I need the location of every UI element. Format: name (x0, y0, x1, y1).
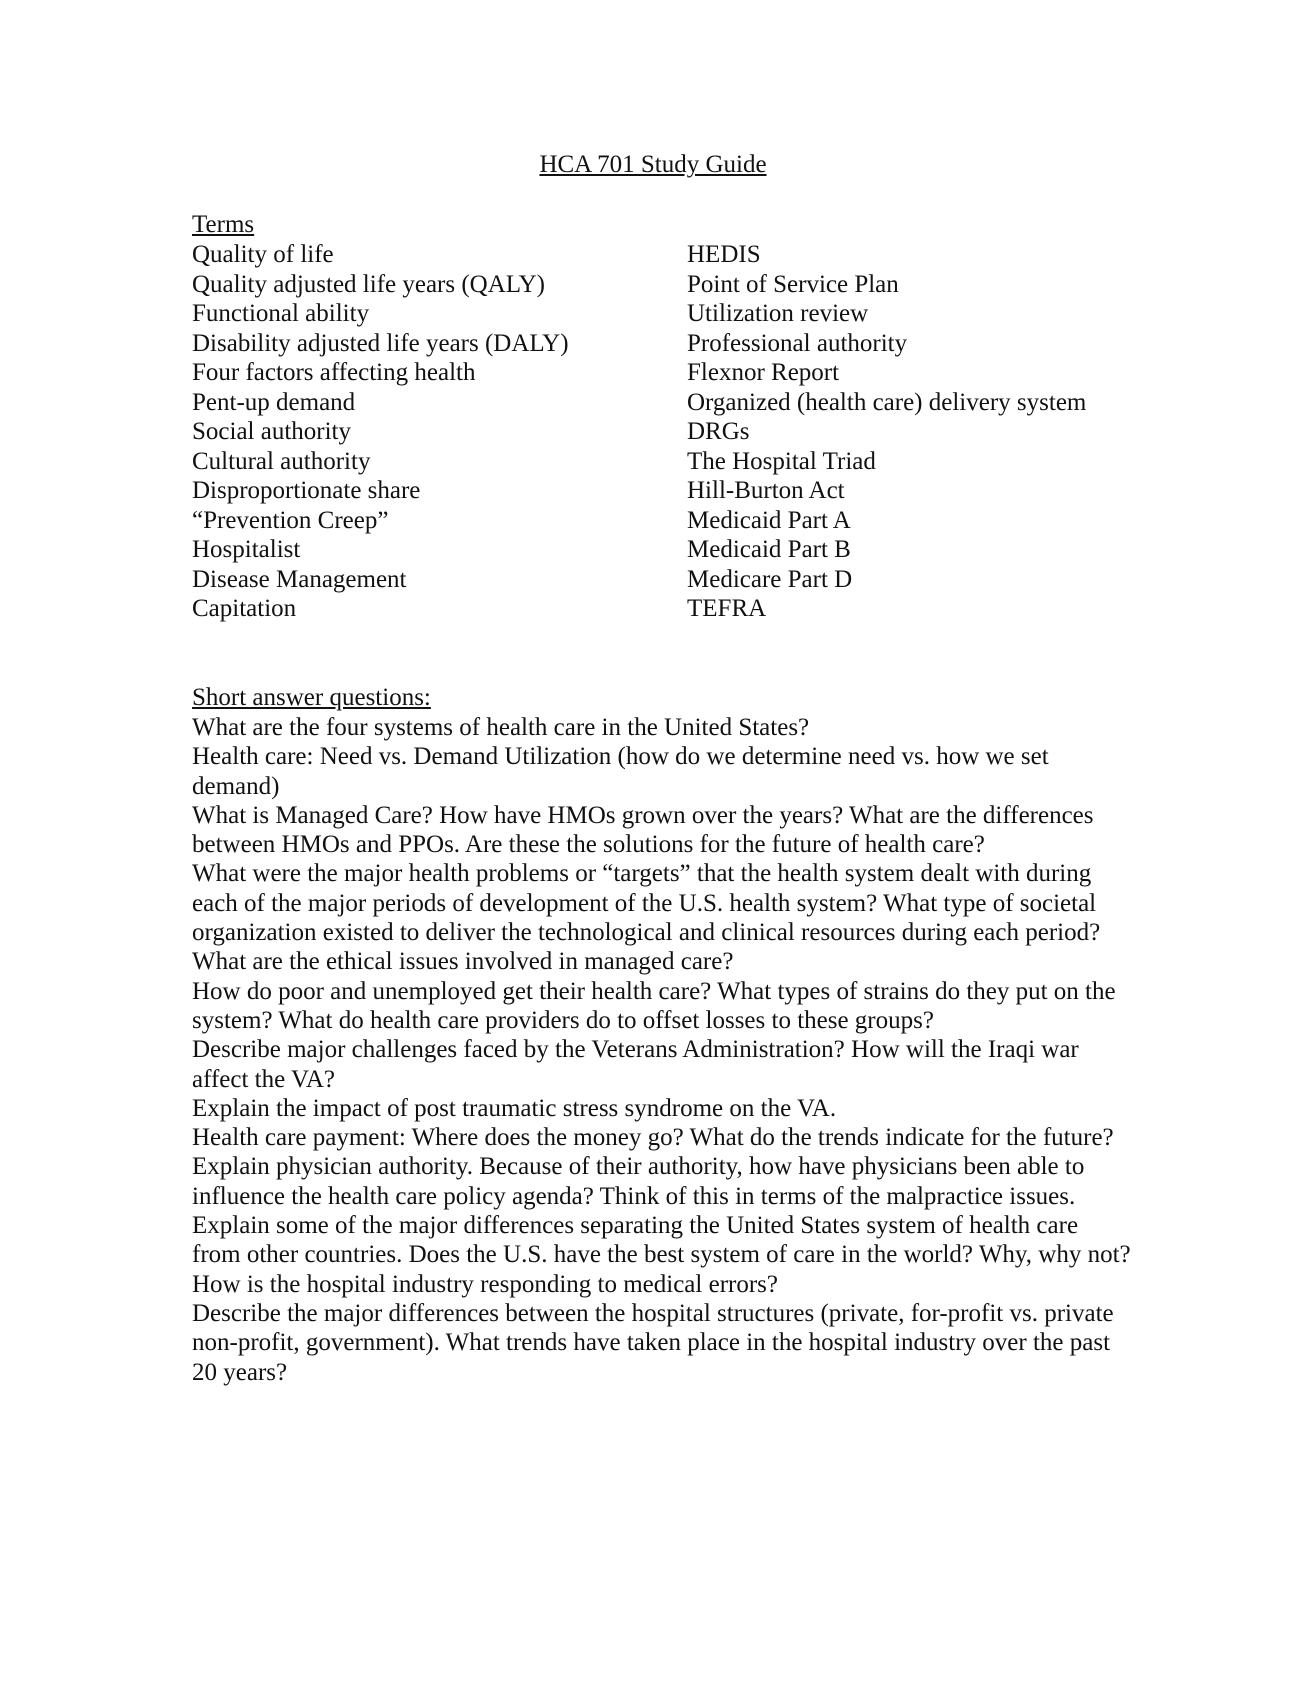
term-item: DRGs (687, 418, 750, 445)
term-item: Capitation (192, 595, 297, 622)
question-item: How is the hospital industry responding to medical errors? (192, 1270, 778, 1298)
question-item: Explain physician authority. Because of their authority, how have physicians been able to influence the health care policy agenda? Think of this in terms of the malpractice issues. (192, 1153, 1085, 1210)
question-item: Health care payment: Where does the money go? What do the trends indicate for the future? (192, 1124, 1114, 1152)
term-item: Flexnor Report (687, 359, 840, 386)
term-item: Disability adjusted life years (DALY) (192, 329, 569, 357)
term-item: TEFRA (687, 595, 767, 622)
question-item: Describe major challenges faced by the Veterans Administration? How will the Iraqi war affect the VA? (192, 1036, 1079, 1093)
term-item: HEDIS (687, 241, 761, 268)
term-item: Disease Management (192, 565, 407, 593)
term-item: Utilization review (687, 300, 869, 327)
terms-grid (192, 240, 1152, 624)
terms-heading: Terms (192, 211, 255, 238)
question-item: What are the ethical issues involved in managed care? (192, 948, 734, 976)
term-item: Professional authority (687, 329, 908, 357)
term-item: “Prevention Creep” (192, 506, 389, 534)
term-item: Hill-Burton Act (687, 477, 845, 504)
term-item: Cultural authority (192, 447, 371, 475)
term-item: Social authority (192, 418, 351, 445)
term-item: Four factors affecting health (192, 359, 476, 386)
question-item: What is Managed Care? How have HMOs grown over the years? What are the differences between HMOs and PPOs. Are these the solutions for the future of health care? (192, 801, 1094, 859)
term-item: Disproportionate share (192, 477, 421, 504)
term-item: Point of Service Plan (687, 270, 899, 298)
term-item: Medicaid Part B (687, 536, 851, 563)
term-item: Hospitalist (192, 536, 301, 563)
term-item: Organized (health care) delivery system (687, 388, 1087, 416)
short-answer-section (192, 683, 1132, 1387)
question-item: Describe the major differences between the hospital structures (private, for-profit vs. private non-profit, government). What trends have taken place in the hospital industry over the past 20 years? (192, 1299, 1114, 1386)
term-item: Medicare Part D (687, 565, 853, 593)
term-item: Quality of life (192, 241, 334, 268)
page-title: HCA 701 Study Guide (539, 151, 767, 178)
term-item: The Hospital Triad (687, 447, 876, 475)
term-item: Functional ability (192, 300, 370, 327)
question-list (192, 713, 1132, 1387)
question-item: What were the major health problems or “targets” that the health system dealt with during each of the major periods of development of the U.S. health system? What type of societal organization existed to deliver the technological and clinical resources during each period? (192, 860, 1101, 947)
question-item: Explain some of the major differences separating the United States system of health care from other countries. Does the U.S. have the best system of care in the world? Why, why not? (192, 1212, 1131, 1269)
term-item: Pent-up demand (192, 388, 356, 416)
question-item: Health care: Need vs. Demand Utilization (how do we determine need vs. how we set demand) (192, 743, 1049, 800)
question-item: Explain the impact of post traumatic stress syndrome on the VA. (192, 1094, 837, 1122)
term-item: Medicaid Part A (687, 506, 851, 534)
terms-section (192, 210, 1152, 624)
term-item: Quality adjusted life years (QALY) (192, 270, 545, 298)
question-item: How do poor and unemployed get their health care? What types of strains do they put on the system? What do health care providers do to offset losses to these groups? (192, 977, 1116, 1034)
question-item: What are the four systems of health care in the United States? (192, 714, 810, 741)
short-answer-heading: Short answer questions: (192, 684, 431, 711)
